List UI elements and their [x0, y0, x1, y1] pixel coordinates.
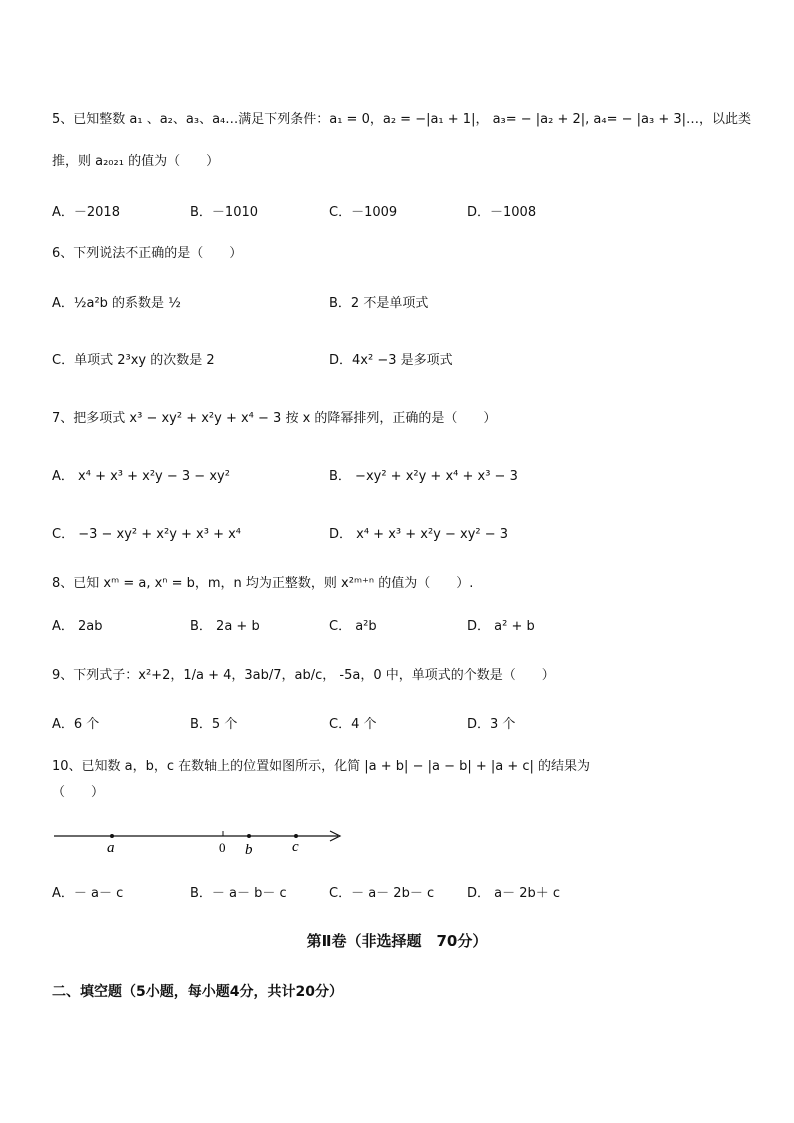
q10-option-c: C．－ a－ 2b－ c: [329, 886, 435, 901]
q5-option-d: D．－1008: [467, 205, 537, 220]
q7-option-b: B． −xy² + x²y + x⁴ + x³ − 3: [329, 469, 518, 484]
label-b: b: [245, 842, 253, 858]
q5-option-b: B．－1010: [190, 205, 259, 220]
q5-option-c: C．－1009: [329, 205, 398, 220]
q8-option-d: D． a² + b: [467, 619, 535, 634]
part-two-title: 第Ⅱ卷（非选择题 70分）: [306, 932, 488, 950]
q8-option-b: B． 2a + b: [190, 619, 260, 634]
label-zero: 0: [219, 840, 226, 855]
q8-option-c: C． a²b: [329, 619, 377, 634]
q6-option-b: B．2 不是单项式: [329, 296, 429, 311]
q5-stem-line2: 推，则 a₂₀₂₁ 的值为（ ）: [52, 154, 220, 169]
q5-option-a: A．－2018: [52, 205, 120, 220]
q10-stem-line1: 10、已知数 a，b，c 在数轴上的位置如图所示，化简 |a + b| − |a − b| + |a + c| 的结果为: [52, 759, 591, 774]
q7-stem: 7、把多项式 x³ − xy² + x²y + x⁴ − 3 按 x 的降幂排列，正确的是（ ）: [52, 411, 497, 426]
q9-stem: 9、下列式子：x²+2，1/a + 4，3ab/7，ab/c， -5a，0 中，单项式的个数是（ ）: [52, 668, 555, 683]
q9-option-d: D．3 个: [467, 717, 516, 732]
q10-option-b: B．－ a－ b－ c: [190, 886, 287, 901]
q7-option-d: D． x⁴ + x³ + x²y − xy² − 3: [329, 527, 509, 542]
q7-option-a: A． x⁴ + x³ + x²y − 3 − xy²: [52, 469, 230, 484]
q7-option-c: C． −3 − xy² + x²y + x³ + x⁴: [52, 527, 242, 542]
point-c: [294, 834, 298, 838]
section-two-heading: 二、填空题（5小题，每小题4分，共计20分）: [52, 984, 343, 1000]
q10-stem-line2: （ ）: [52, 785, 105, 800]
q6-option-a: A．½a²b 的系数是 ½: [52, 296, 181, 311]
q8-option-a: A． 2ab: [52, 619, 103, 634]
label-a: a: [107, 840, 115, 856]
q9-option-c: C．4 个: [329, 717, 377, 732]
q8-stem: 8、已知 xᵐ = a, xⁿ = b，m，n 均为正整数，则 x²ᵐ⁺ⁿ 的值为（ ）.: [52, 576, 474, 591]
q9-option-a: A．6 个: [52, 717, 100, 732]
point-b: [247, 834, 251, 838]
q10-option-a: A．－ a－ c: [52, 886, 124, 901]
q10-option-d: D． a－ 2b＋ c: [467, 886, 561, 901]
number-line-figure: [52, 822, 352, 862]
q6-stem: 6、下列说法不正确的是（ ）: [52, 246, 243, 261]
point-a: [110, 834, 114, 838]
q6-option-d: D．4x² −3 是多项式: [329, 353, 453, 368]
q9-option-b: B．5 个: [190, 717, 238, 732]
label-c: c: [292, 839, 299, 855]
q5-stem-line1: 5、已知整数 a₁ 、a₂、a₃、a₄…满足下列条件：a₁ = 0，a₂ = −|a₁ + 1|， a₃= − |a₂ + 2|, a₄= − |a₃ + 3|…，以此类: [52, 112, 752, 127]
q6-option-c: C．单项式 2³xy 的次数是 2: [52, 353, 215, 368]
